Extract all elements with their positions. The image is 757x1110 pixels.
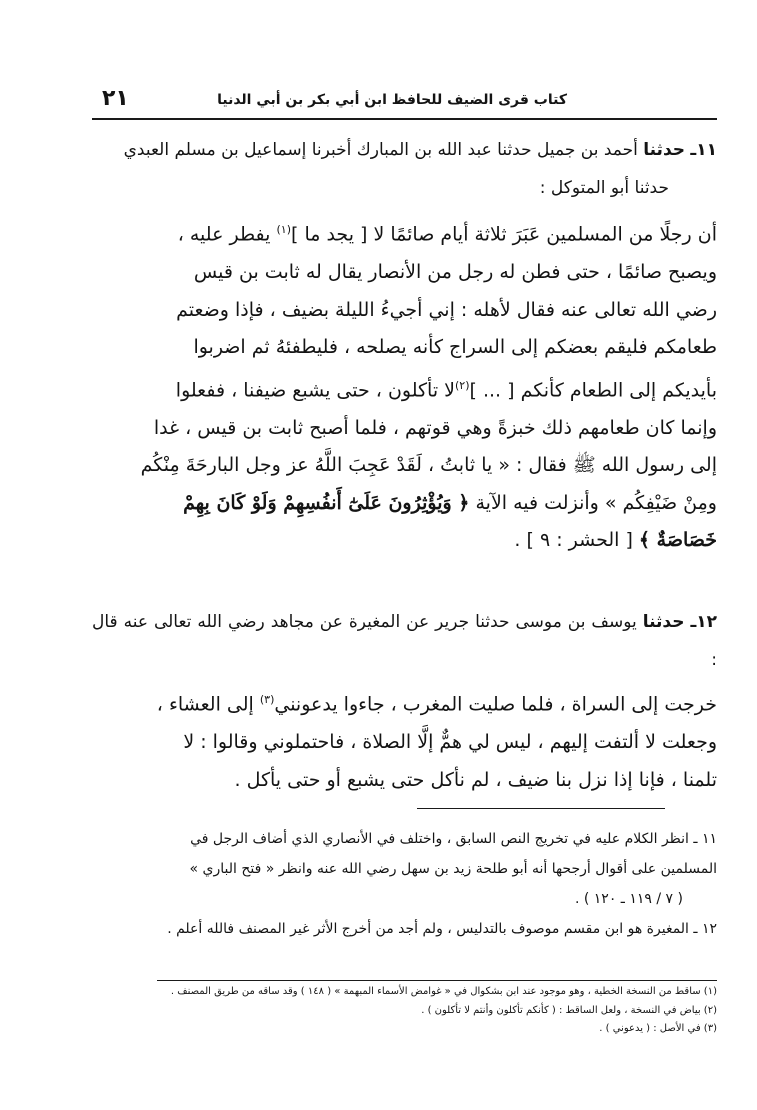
section-divider bbox=[417, 808, 665, 809]
matn-text: بأيديكم إلى الطعام كأنكم [ ... ] bbox=[469, 379, 717, 402]
haddathana-word: حدثنا bbox=[642, 612, 685, 632]
matn-line bbox=[92, 681, 717, 724]
isnad-text: أحمد بن جميل حدثنا عبد الله بن المبارك أخبرنا إسماعيل بن مسلم العبدي bbox=[123, 140, 638, 160]
footnote-ref-2: (٢) bbox=[455, 378, 470, 392]
commentary-line: ١١ ـ انظر الكلام عليه في تخريج النص السابق ، واختلف في الأنصاري الذي أضاف الرجل في bbox=[190, 831, 717, 847]
matn-text: أن رجلًا من المسلمين عَبَرَ ثلاثة أيام صائمًا لا [ يجد ما ] bbox=[291, 223, 717, 246]
hadith-11 bbox=[92, 131, 717, 560]
footnote-ref-1: (١) bbox=[276, 223, 291, 236]
hadith-12-matn bbox=[92, 681, 717, 799]
hadith-11-isnad-line-1 bbox=[92, 131, 717, 169]
footnote-3: (٣) في الأصل : ( يدعوني ) . bbox=[599, 1023, 717, 1034]
isnad-text: يوسف بن موسى حدثنا جرير عن المغيرة عن مجاهد رضي الله تعالى عنه قال : bbox=[92, 612, 717, 670]
hadith-11-isnad-line-2: حدثنا أبو المتوكل : bbox=[539, 178, 669, 198]
hadith-11-isnad bbox=[92, 131, 717, 207]
commentary-line: ١٢ ـ المغيرة هو ابن مقسم موصوف بالتدليس ، ولم أجد من أخرج الأثر غير المصنف فالله أعلم . bbox=[167, 921, 717, 937]
hadith-number: ١١ـ bbox=[690, 140, 717, 160]
page-number: ٢١ bbox=[102, 86, 129, 111]
matn-text: لا تأكلون ، حتى يشبع ضيفنا ، ففعلوا bbox=[175, 379, 455, 402]
matn-line bbox=[92, 522, 717, 560]
footnote-ref-3: (٣) bbox=[259, 693, 275, 706]
matn-line: وجعلت لا ألتفت إليهم ، ليس لي همٌّ إلَّا الصلاة ، فاحتملوني وقالوا : لا bbox=[183, 730, 717, 753]
running-header bbox=[92, 86, 717, 120]
hadith-number: ١٢ـ bbox=[690, 612, 718, 632]
haddathana-word: حدثنا bbox=[643, 140, 686, 160]
matn-text: يفطر عليه ، bbox=[177, 223, 277, 246]
matn-line: إلى رسول الله ﷺ فقال : « يا ثابتُ ، لَقَدْ عَجِبَ اللَّهُ عز وجل البارحَةَ مِنْكُم bbox=[140, 454, 717, 477]
matn-line bbox=[92, 485, 717, 523]
matn-text: ومِنْ ضَيْفِكُم » وأنزلت فيه الآية bbox=[475, 491, 717, 514]
matn-text: إلى العشاء ، bbox=[156, 693, 260, 716]
footnote-1: (١) ساقط من النسخة الخطية ، وهو موجود عند ابن بشكوال في « غوامض الأسماء المبهمة » ( ١٤٨ ) وقد ساقه من طريق المصنف . bbox=[170, 986, 717, 997]
footnote-2: (٢) بياض في النسخة ، ولعل الساقط : ( كأنكم تأكلون وأنتم لا تأكلون ) . bbox=[421, 1004, 717, 1016]
matn-line bbox=[92, 367, 717, 410]
matn-line bbox=[92, 211, 717, 254]
matn-line: طعامكم فليقم بعضكم إلى السراج كأنه يصلحه ، فليطفئهُ ثم اضربوا bbox=[193, 336, 717, 359]
footnotes bbox=[157, 980, 717, 1039]
matn-line: رضي الله تعالى عنه فقال لأهله : إني أجيءُ الليلة بضيف ، فإذا وضعتم bbox=[176, 298, 717, 321]
matn-line: ويصبح صائمًا ، حتى فطن له رجل من الأنصار يقال له ثابت بن قيس bbox=[193, 260, 717, 283]
hadith-11-matn bbox=[92, 211, 717, 560]
hadith-12 bbox=[92, 603, 717, 799]
hadith-12-isnad bbox=[92, 603, 717, 679]
matn-text: خرجت إلى السراة ، فلما صليت المغرب ، جاءوا يدعونني bbox=[274, 693, 717, 716]
quran-verse: ﴿ وَيُؤْثِرُونَ عَلَىٰٓ أَنفُسِهِمْ وَلَوْ كَانَ بِهِمْ bbox=[183, 491, 470, 514]
commentary bbox=[92, 824, 717, 944]
book-title: كتاب قرى الضيف للحافظ ابن أبي بكر بن أبي الدنيا bbox=[217, 92, 567, 108]
commentary-line: ( ٧ / ١١٩ ـ ١٢٠ ) . bbox=[574, 891, 683, 907]
matn-line: وإنما كان طعامهم ذلك خبزةً وهي قوتهم ، فلما أصبح ثابت بن قيس ، غدا bbox=[153, 416, 717, 439]
commentary-line: المسلمين على أقوال أرجحها أنه أبو طلحة زيد بن سهل رضي الله عنه وانظر « فتح الباري » bbox=[189, 861, 717, 877]
matn-line: تلمنا ، فإنا إذا نزل بنا ضيف ، لم نأكل حتى يشبع أو حتى يأكل . bbox=[234, 768, 717, 791]
quran-verse: خَصَاصَةٌ ﴾ bbox=[638, 529, 717, 552]
verse-citation: [ الحشر : ٩ ] . bbox=[514, 529, 633, 552]
